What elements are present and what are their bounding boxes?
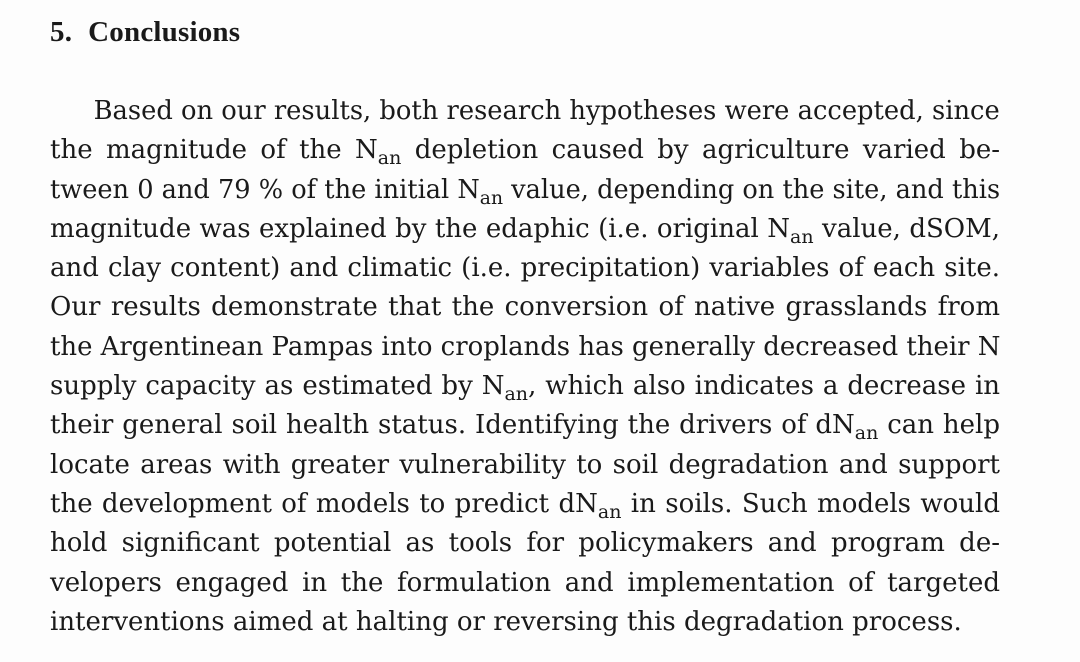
- text-run: interventions aimed at halting or reversing this degradation process.: [50, 606, 962, 637]
- paragraph-line: [50, 288, 1000, 327]
- text-run: value, dSOM,: [813, 213, 1001, 244]
- paragraph-line: [50, 131, 1000, 170]
- paragraph-line: [50, 92, 1000, 131]
- paragraph-line: [50, 171, 1001, 210]
- text-run: locate areas with greater vulnerability to soil degradation and support: [50, 449, 1000, 480]
- text-run: in soils. Such models would: [621, 488, 1000, 519]
- text-run: the Argentinean Pampas into croplands has generally decreased their N: [50, 331, 1001, 362]
- subscript: an: [377, 147, 402, 170]
- text-run: the magnitude of the N: [50, 135, 378, 166]
- conclusions-paragraph: [50, 92, 1000, 642]
- text-run: their general soil health status. Identifying the drivers of dN: [50, 410, 855, 441]
- text-run: hold significant potential as tools for policymakers and program de-: [50, 528, 1000, 559]
- subscript: an: [479, 186, 504, 209]
- paragraph-line: [50, 524, 1000, 563]
- subscript: an: [597, 500, 622, 523]
- subscript: an: [790, 225, 814, 248]
- text-run: , which also indicates a decrease in: [528, 371, 1001, 402]
- text-run: the development of models to predict dN: [50, 488, 598, 519]
- text-run: and clay content) and climatic (i.e. precipitation) variables of each site.: [50, 253, 1000, 284]
- paragraph-line: [50, 564, 1000, 603]
- section-heading: [50, 12, 240, 52]
- text-run: Our results demonstrate that the conversion of native grasslands from: [50, 292, 1000, 323]
- section-title: Conclusions: [88, 16, 241, 48]
- paragraph-line: [50, 367, 1000, 406]
- section-number: 5.: [50, 16, 73, 48]
- text-run: Based on our results, both research hypotheses were accepted, since: [93, 96, 1000, 126]
- paragraph-line: [50, 485, 1000, 524]
- text-run: depletion caused by agriculture varied be-: [401, 135, 1001, 166]
- text-run: velopers engaged in the formulation and implementation of targeted: [50, 567, 1000, 598]
- subscript: an: [854, 422, 879, 445]
- text-run: supply capacity as estimated by N: [50, 371, 505, 402]
- paragraph-line: [50, 249, 1000, 288]
- text-run: magnitude was explained by the edaphic (i.e. original N: [50, 213, 790, 244]
- paragraph-line: [50, 446, 1000, 485]
- paragraph-line: [50, 328, 1001, 367]
- paragraph-line: [50, 210, 1000, 249]
- paragraph-line: [50, 603, 1000, 642]
- subscript: an: [504, 383, 529, 406]
- paragraph-line: [50, 406, 1000, 445]
- text-run: can help: [878, 410, 1000, 441]
- text-run: tween 0 and 79 % of the initial N: [50, 174, 480, 205]
- text-run: value, depending on the site, and this: [503, 174, 1001, 205]
